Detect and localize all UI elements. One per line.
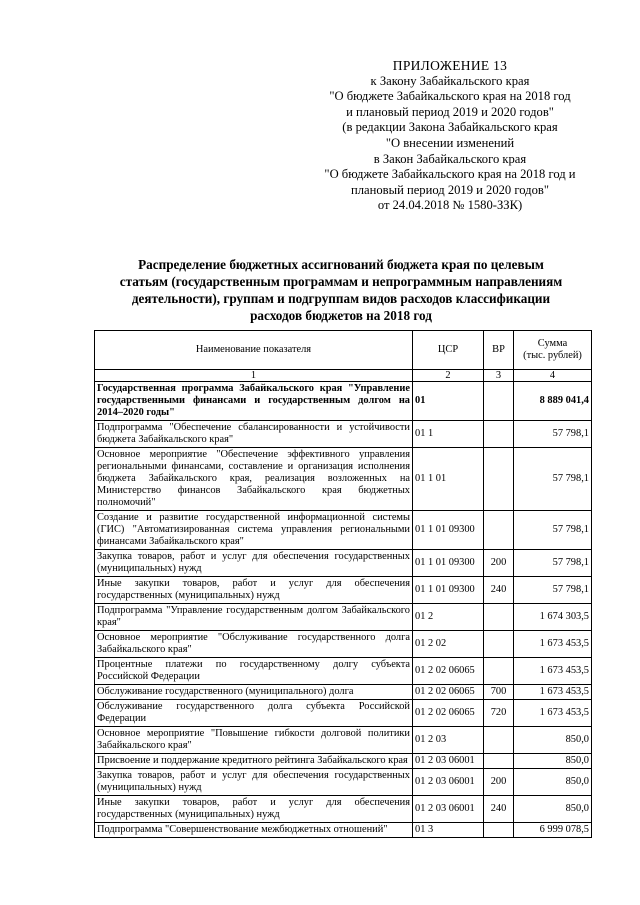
cell-vr [484,382,514,421]
header-vr: ВР [484,331,514,370]
column-number: 2 [413,370,484,382]
cell-csr: 01 2 02 06065 [413,685,484,700]
table-row [95,511,592,550]
cell-name: Основное мероприятие "Обслуживание государственного долга Забайкальского края" [95,631,413,658]
cell-sum: 57 798,1 [514,448,592,511]
appendix-header-line: "О внесении изменений [385,135,515,150]
cell-vr [484,421,514,448]
cell-name: Подпрограмма "Управление государственным долгом Забайкальского края" [95,604,413,631]
cell-name: Закупка товаров, работ и услуг для обеспечения государственных (муниципальных) нужд [95,550,413,577]
column-number-row [95,370,592,382]
cell-csr: 01 3 [413,823,484,838]
cell-name: Основное мероприятие "Повышение гибкости долговой политики Забайкальского края" [95,727,413,754]
table-row [95,448,592,511]
cell-name: Основное мероприятие "Обеспечение эффективного управления региональными финансами, составление и организация исполнения бюджета Забайкальского края, реализация возложенных на Министерство финансов Забайкальского края бюджетных полномочий" [95,448,413,511]
cell-vr [484,448,514,511]
cell-vr [484,727,514,754]
cell-name: Процентные платежи по государственному долгу субъекта Российской Федерации [95,658,413,685]
cell-vr [484,823,514,838]
cell-csr: 01 1 01 [413,448,484,511]
cell-sum: 57 798,1 [514,577,592,604]
table-row [95,823,592,838]
cell-csr: 01 2 03 06001 [413,796,484,823]
cell-name: Обслуживание государственного долга субъекта Российской Федерации [95,700,413,727]
appendix-header-line: "О бюджете Забайкальского края на 2018 год [329,89,571,104]
document-title-line: расходов бюджетов на 2018 год [250,308,432,323]
cell-name: Обслуживание государственного (муниципального) долга [95,685,413,700]
cell-csr: 01 2 02 06065 [413,700,484,727]
column-number: 3 [484,370,514,382]
appendix-header-line: от 24.04.2018 № 1580-ЗЗК) [377,198,523,213]
table-row [95,550,592,577]
cell-sum: 850,0 [514,727,592,754]
budget-allocation-table [94,330,592,838]
table-row [95,685,592,700]
cell-csr: 01 1 [413,421,484,448]
cell-sum: 57 798,1 [514,421,592,448]
document-title-line: деятельности), группам и подгруппам видов расходов классификации [131,291,551,306]
cell-sum: 6 999 078,5 [514,823,592,838]
cell-name: Подпрограмма "Совершенствование межбюджетных отношений" [95,823,413,838]
appendix-number: ПРИЛОЖЕНИЕ 13 [392,58,508,73]
cell-sum: 1 673 453,5 [514,700,592,727]
cell-name: Иные закупки товаров, работ и услуг для обеспечения государственных (муниципальных) нужд [95,577,413,604]
cell-vr [484,631,514,658]
table-row [95,700,592,727]
cell-name: Присвоение и поддержание кредитного рейтинга Забайкальского края [95,754,413,769]
column-number: 1 [95,370,413,382]
table-row [95,421,592,448]
appendix-header-line: и плановый период 2019 и 2020 годов" [346,104,554,119]
table-row [95,658,592,685]
table-row [95,604,592,631]
cell-vr [484,658,514,685]
appendix-header-line: к Закону Забайкальского края [370,73,530,88]
appendix-header [300,58,600,214]
appendix-header-line: в Закон Забайкальского края [373,151,527,166]
cell-sum: 1 673 453,5 [514,631,592,658]
cell-vr [484,604,514,631]
cell-name: Создание и развитие государственной информационной системы (ГИС) "Автоматизированная система управления региональными финансами Забайкальского края" [95,511,413,550]
cell-csr: 01 2 02 [413,631,484,658]
cell-sum: 8 889 041,4 [514,382,592,421]
table-header-row [95,331,592,370]
cell-vr: 700 [484,685,514,700]
table-row [95,382,592,421]
table-row [95,796,592,823]
cell-vr [484,511,514,550]
cell-sum: 57 798,1 [514,511,592,550]
cell-sum: 1 673 453,5 [514,658,592,685]
cell-name: Подпрограмма "Обеспечение сбалансированности и устойчивости бюджета Забайкальского края" [95,421,413,448]
cell-csr: 01 1 01 09300 [413,577,484,604]
header-name: Наименование показателя [95,331,413,370]
cell-csr: 01 1 01 09300 [413,550,484,577]
cell-sum: 850,0 [514,754,592,769]
cell-vr: 720 [484,700,514,727]
cell-sum: 850,0 [514,769,592,796]
document-title-line: статьям (государственным программам и непрограммным направлениям [119,274,563,289]
cell-vr [484,754,514,769]
appendix-header-line: "О бюджете Забайкальского края на 2018 год и [324,167,576,182]
table-row [95,754,592,769]
cell-sum: 1 674 303,5 [514,604,592,631]
cell-vr: 240 [484,577,514,604]
document-title [90,256,592,324]
cell-csr: 01 1 01 09300 [413,511,484,550]
cell-csr: 01 2 03 06001 [413,769,484,796]
cell-vr: 240 [484,796,514,823]
cell-sum: 1 673 453,5 [514,685,592,700]
cell-name: Закупка товаров, работ и услуг для обеспечения государственных (муниципальных) нужд [95,769,413,796]
cell-csr: 01 2 03 06001 [413,754,484,769]
appendix-header-line: плановый период 2019 и 2020 годов" [351,182,549,197]
cell-name: Иные закупки товаров, работ и услуг для обеспечения государственных (муниципальных) нужд [95,796,413,823]
table-row [95,577,592,604]
header-csr: ЦСР [413,331,484,370]
cell-csr: 01 [413,382,484,421]
header-sum [514,331,592,370]
appendix-header-line: (в редакции Закона Забайкальского края [342,120,558,135]
cell-csr: 01 2 02 06065 [413,658,484,685]
cell-sum: 57 798,1 [514,550,592,577]
table-body [95,382,592,838]
cell-vr: 200 [484,550,514,577]
cell-csr: 01 2 03 [413,727,484,754]
table-row [95,769,592,796]
cell-name: Государственная программа Забайкальского края "Управление государственными финансами и государственным долгом на 2014–2020 годы" [95,382,413,421]
table-row [95,727,592,754]
cell-csr: 01 2 [413,604,484,631]
cell-sum: 850,0 [514,796,592,823]
table-row [95,631,592,658]
header-sum-line2: (тыс. рублей) [523,350,582,361]
cell-vr: 200 [484,769,514,796]
header-sum-line1: Сумма [537,338,568,349]
document-title-line: Распределение бюджетных ассигнований бюджета края по целевым [138,257,544,272]
column-number: 4 [514,370,592,382]
